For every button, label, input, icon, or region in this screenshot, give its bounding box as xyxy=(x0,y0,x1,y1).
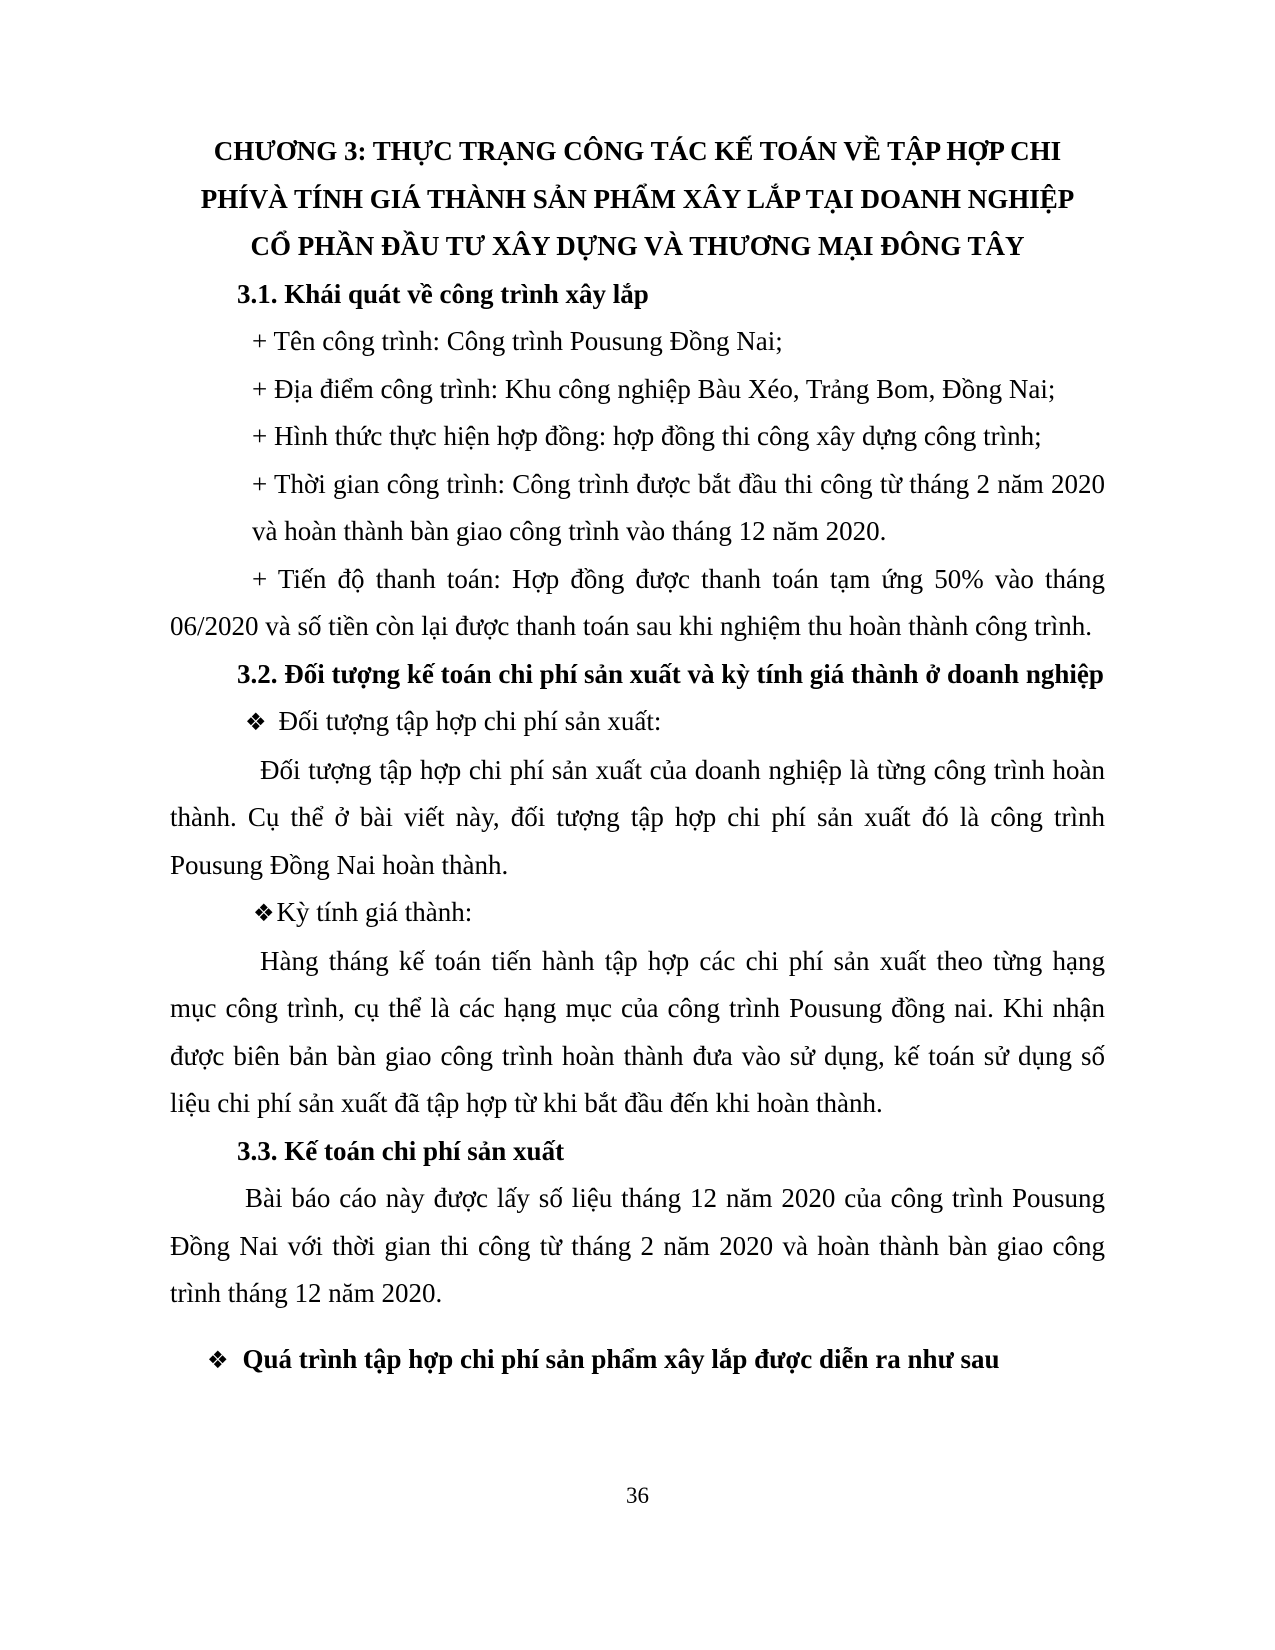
bullet-qua-trinh xyxy=(170,1336,1105,1385)
list-item-tien-do: + Tiến độ thanh toán: Hợp đồng được thanh toán tạm ứng 50% vào tháng 06/2020 và số tiền còn lại được thanh toán sau khi nghiệm thu hoàn thành công trình. xyxy=(170,563,1105,641)
list-item-thoi-gian: + Thời gian công trình: Công trình được bắt đầu thi công từ tháng 2 năm 2020 và hoàn thành bàn giao công trình vào tháng 12 năm 2020. xyxy=(252,468,1105,546)
bullet-doi-tuong xyxy=(170,698,1105,747)
bullet-qua-trinh-label: Quá trình tập hợp chi phí sản phẩm xây lắp được diễn ra như sau xyxy=(242,1343,1000,1374)
list-item-dia-diem: + Địa điểm công trình: Khu công nghiệp Bàu Xéo, Trảng Bom, Đồng Nai; xyxy=(252,373,1056,404)
section-heading-3-1: 3.1. Khái quát về công trình xây lắp xyxy=(237,278,649,309)
page-number: 36 xyxy=(626,1483,649,1508)
list-item-ten-cong-trinh: + Tên công trình: Công trình Pousung Đồng Nai; xyxy=(252,326,783,356)
bullet-doi-tuong-label: Đối tượng tập hợp chi phí sản xuất: xyxy=(278,706,662,736)
chapter-title-line-3: CỔ PHẦN ĐẦU TƯ XÂY DỰNG VÀ THƯƠNG MẠI ĐÔNG TÂY xyxy=(250,231,1025,261)
bullet-ky-tinh-gia-thanh-label: Kỳ tính giá thành: xyxy=(276,897,473,927)
paragraph-ky-tinh-gia-thanh: Hàng tháng kế toán tiến hành tập hợp các chi phí sản xuất theo từng hạng mục công trình, cụ thể là các hạng mục của công trình Pousung đồng nai. Khi nhận được biên bản bàn giao công trình hoàn thành đưa vào sử dụng, kế toán sử dụng số liệu chi phí sản xuất đã tập hợp từ khi bắt đầu đến khi hoàn thành. xyxy=(170,945,1105,1118)
section-heading-3-3: 3.3. Kế toán chi phí sản xuất xyxy=(237,1135,565,1166)
section-heading-3-2: 3.2. Đối tượng kế toán chi phí sản xuất và kỳ tính giá thành ở doanh nghiệp xyxy=(237,658,1104,689)
bullet-ky-tinh-gia-thanh xyxy=(170,889,1105,938)
paragraph-doi-tuong: Đối tượng tập hợp chi phí sản xuất của doanh nghiệp là từng công trình hoàn thành. Cụ thể ở bài viết này, đối tượng tập hợp chi phí sản xuất đó là công trình Pousung Đồng Nai hoàn thành. xyxy=(170,754,1105,880)
diamond-bullet-icon: ❖ xyxy=(207,1345,229,1374)
diamond-bullet-icon: ❖ xyxy=(253,899,275,927)
chapter-title-line-1: CHƯƠNG 3: THỰC TRẠNG CÔNG TÁC KẾ TOÁN VỀ TẬP HỢP CHI xyxy=(213,136,1062,166)
diamond-bullet-icon: ❖ xyxy=(245,708,267,736)
list-item-hinh-thuc: + Hình thức thực hiện hợp đồng: hợp đồng thi công xây dựng công trình; xyxy=(252,421,1042,451)
chapter-title-line-2: PHÍVÀ TÍNH GIÁ THÀNH SẢN PHẨM XÂY LẮP TẠI DOANH NGHIỆP xyxy=(200,183,1075,214)
paragraph-bai-bao-cao: Bài báo cáo này được lấy số liệu tháng 12 năm 2020 của công trình Pousung Đồng Nai với thời gian thi công từ tháng 2 năm 2020 và hoàn thành bàn giao công trình tháng 12 năm 2020. xyxy=(170,1183,1105,1308)
